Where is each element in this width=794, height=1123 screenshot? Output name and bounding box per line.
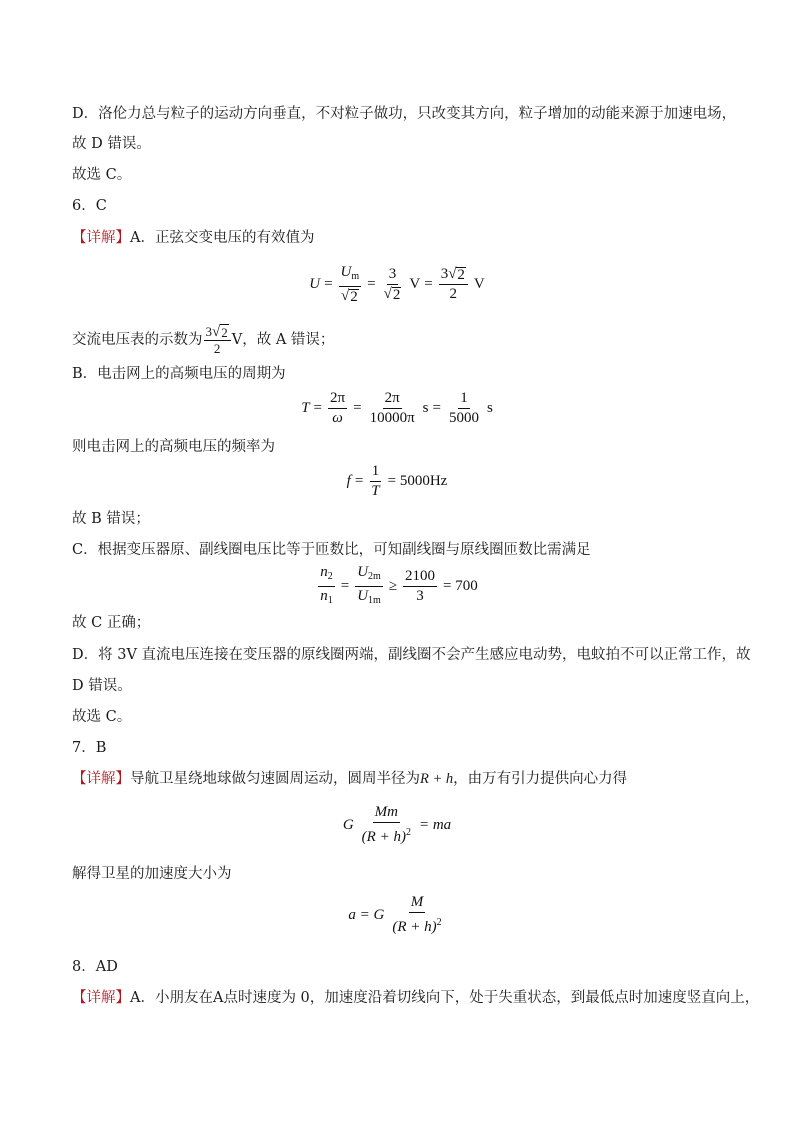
question-number: 7．B xyxy=(72,740,107,756)
detail-tag: 【详解】 xyxy=(72,230,130,246)
text-line: 解得卫星的加速度大小为 xyxy=(72,866,232,882)
equation-period: T = $\frac{2\pi}{\omega}$ = $\frac{2\pi}{10000\pi}$ s = $\frac{1}{5000}$ s xyxy=(301,390,493,426)
text-line: B．电击网上的高频电压的周期为 xyxy=(72,366,286,382)
text-line: 交流电压表的示数为 3 √ 2 2 V，故 A 错误； xyxy=(72,324,335,356)
equation-effective-voltage: U = $U_m$ √ 2 = 3 √ 2 V = 3 √ 2 2 V xyxy=(309,264,485,305)
text-line: D．洛伦力总与粒子的运动方向垂直，不对粒子做功，只改变其方向，粒子增加的动能来源于加速电场， xyxy=(72,106,737,122)
detail-tag: 【详解】 xyxy=(72,990,130,1006)
text-line: 故选 C。 xyxy=(72,709,132,725)
text-line: C．根据变压器原、副线圈电压比等于匝数比，可知副线圈与原线圈匝数比需满足 xyxy=(72,542,591,558)
text-line: D 错误。 xyxy=(72,678,132,694)
text-line: 故 D 错误。 xyxy=(72,136,151,152)
question-number: 8．AD xyxy=(72,959,118,975)
detail-tag: 【详解】 xyxy=(72,771,130,787)
text-line xyxy=(72,228,732,248)
question-number: 6．C xyxy=(72,198,107,214)
equation-turns-ratio: $\frac{n_2}{n_1}$ = $\frac{U_{2m}}{U_{1m}}$ ≥ $\frac{2100}{3}$ = 700 xyxy=(320,564,478,606)
text-line: 【详解】A．小朋友在A点时速度为 0，加速度沿着切线向下，处于失重状态，到最低点时加速度竖直向上， xyxy=(72,990,760,1006)
text-line: 故 C 正确； xyxy=(72,615,151,631)
text-line: D．将 3V 直流电压连接在变压器的原线圈两端，副线圈不会产生感应电动势，电蚊拍不可以正常工作，故 xyxy=(72,647,751,663)
text-line: 【详解】导航卫星绕地球做匀速圆周运动，圆周半径为R + h，由万有引力提供向心力得 xyxy=(72,771,628,787)
text-line: 则电击网上的高频电压的频率为 xyxy=(72,439,275,455)
equation-acceleration: a = G $\frac{M}{(R + h)^2}$ xyxy=(348,894,442,935)
equation-gravitation: G $\frac{Mm}{(R + h)^2}$ = ma xyxy=(342,804,452,845)
text-fragment: A．正弦交变电压的有效值为 xyxy=(130,230,315,246)
inline-fraction: 3 √ 2 2 xyxy=(204,324,231,356)
equation-frequency: f = $\frac{1}{T}$ = 5000Hz xyxy=(346,463,448,499)
text-line: 故选 C。 xyxy=(72,167,132,183)
text-line: 故 B 错误； xyxy=(72,511,150,527)
